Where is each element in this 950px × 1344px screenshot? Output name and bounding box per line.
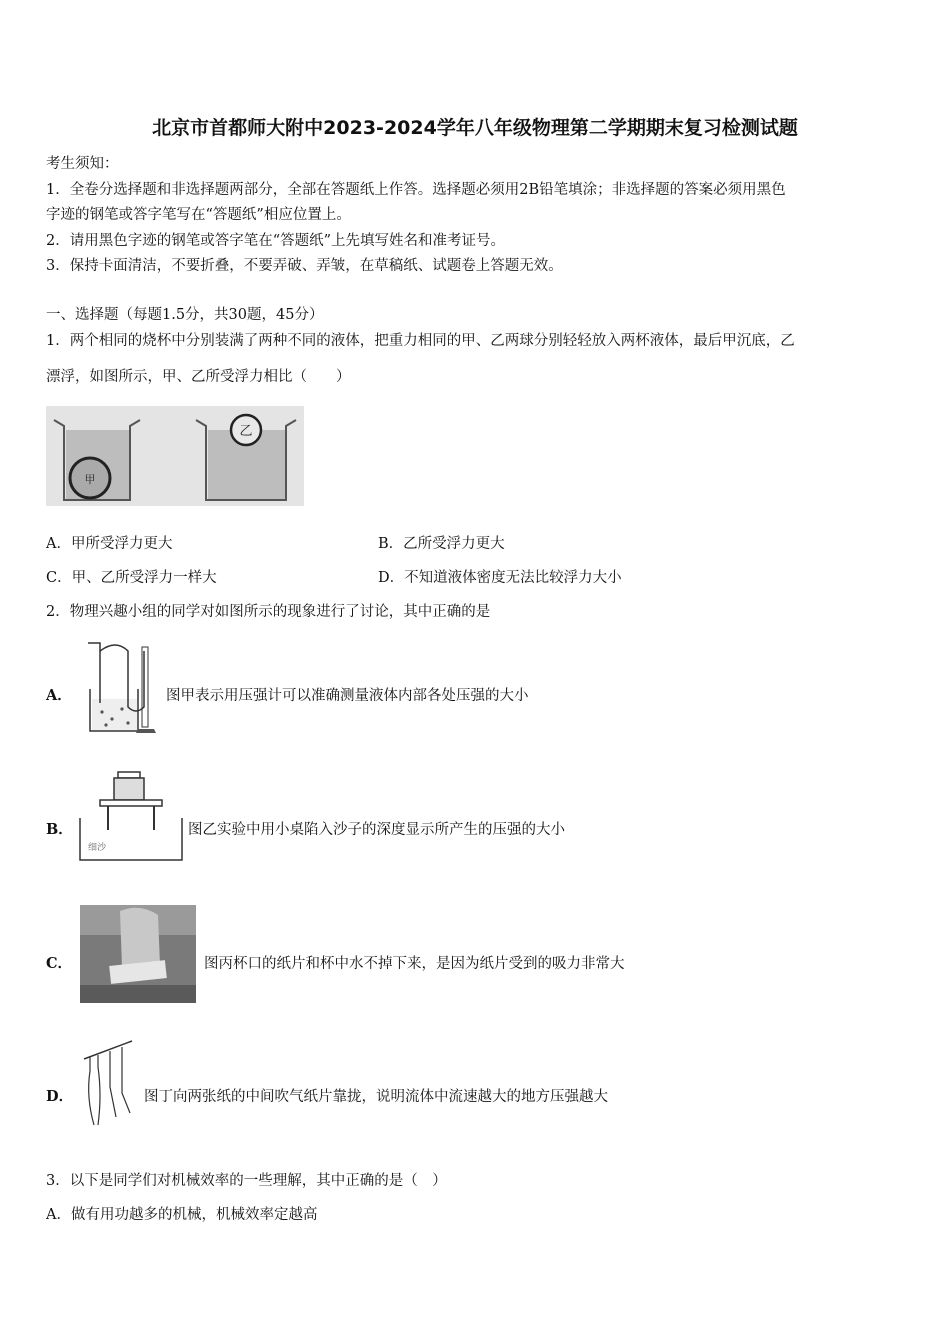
- q2-c-label: C．: [46, 955, 73, 972]
- q1-option-d: D．不知道液体密度无法比较浮力大小: [378, 570, 622, 586]
- notice-line-2: 2．请用黑色字迹的钢笔或答字笔在“答题纸”上先填写姓名和准考证号。: [46, 233, 506, 249]
- cup-paper-photo: [80, 905, 196, 1003]
- q3-option-a: A．做有用功越多的机械，机械效率定越高: [46, 1207, 318, 1223]
- q2-b-label: B．: [46, 821, 73, 838]
- small-table-sand-figure: [78, 762, 184, 862]
- q1-option-b: B．乙所受浮力更大: [378, 536, 505, 552]
- q2-b-text: 图乙实验中用小桌陷入沙子的深度显示所产生的压强的大小: [188, 822, 565, 838]
- section-heading: 一、选择题（每题1.5分，共30题，45分）: [46, 307, 324, 323]
- ball-jia-label: 甲: [84, 473, 96, 486]
- notice-line-3: 3．保持卡面清洁，不要折叠，不要弄破、弄皱，在草稿纸、试题卷上答题无效。: [46, 258, 563, 274]
- q1-option-a: A．甲所受浮力更大: [46, 536, 173, 552]
- ball-yi-label: 乙: [239, 424, 253, 439]
- pressure-gauge-figure: [86, 637, 158, 737]
- q2-d-label: D．: [46, 1088, 74, 1105]
- q3-stem: 3．以下是同学们对机械效率的一些理解，其中正确的是（ ）: [46, 1173, 447, 1189]
- q2-a-label: A．: [46, 687, 72, 704]
- q1-stem-line1: 1．两个相同的烧杯中分别装满了两种不同的液体，把重力相同的甲、乙两球分别轻轻放入两杯液体，最后甲沉底，乙: [46, 333, 795, 349]
- q1-beakers-figure: [46, 406, 304, 506]
- q1-option-c: C．甲、乙所受浮力一样大: [46, 570, 217, 586]
- two-papers-figure: [80, 1037, 140, 1131]
- notice-line-1: 1．全卷分选择题和非选择题两部分，全部在答题纸上作答。选择题必须用2B铅笔填涂；非选择题的答案必须用黑色: [46, 182, 786, 198]
- q2-d-text: 图丁向两张纸的中间吹气纸片靠拢，说明流体中流速越大的地方压强越大: [144, 1089, 608, 1105]
- notice-line-1b: 字迹的钢笔或答字笔写在“答题纸”相应位置上。: [46, 207, 351, 223]
- q1-stem-line2: 漂浮，如图所示，甲、乙所受浮力相比（ ）: [46, 369, 351, 385]
- q2-stem: 2．物理兴趣小组的同学对如图所示的现象进行了讨论，其中正确的是: [46, 604, 491, 620]
- q2-c-text: 图丙杯口的纸片和杯中水不掉下来，是因为纸片受到的吸力非常大: [204, 956, 625, 972]
- sand-label: 细沙: [88, 843, 107, 853]
- notice-heading: 考生须知：: [46, 156, 119, 172]
- page-title: 北京市首都师大附中2023-2024学年八年级物理第二学期期末复习检测试题: [152, 117, 798, 139]
- q2-a-text: 图甲表示用压强计可以准确测量液体内部各处压强的大小: [166, 688, 529, 704]
